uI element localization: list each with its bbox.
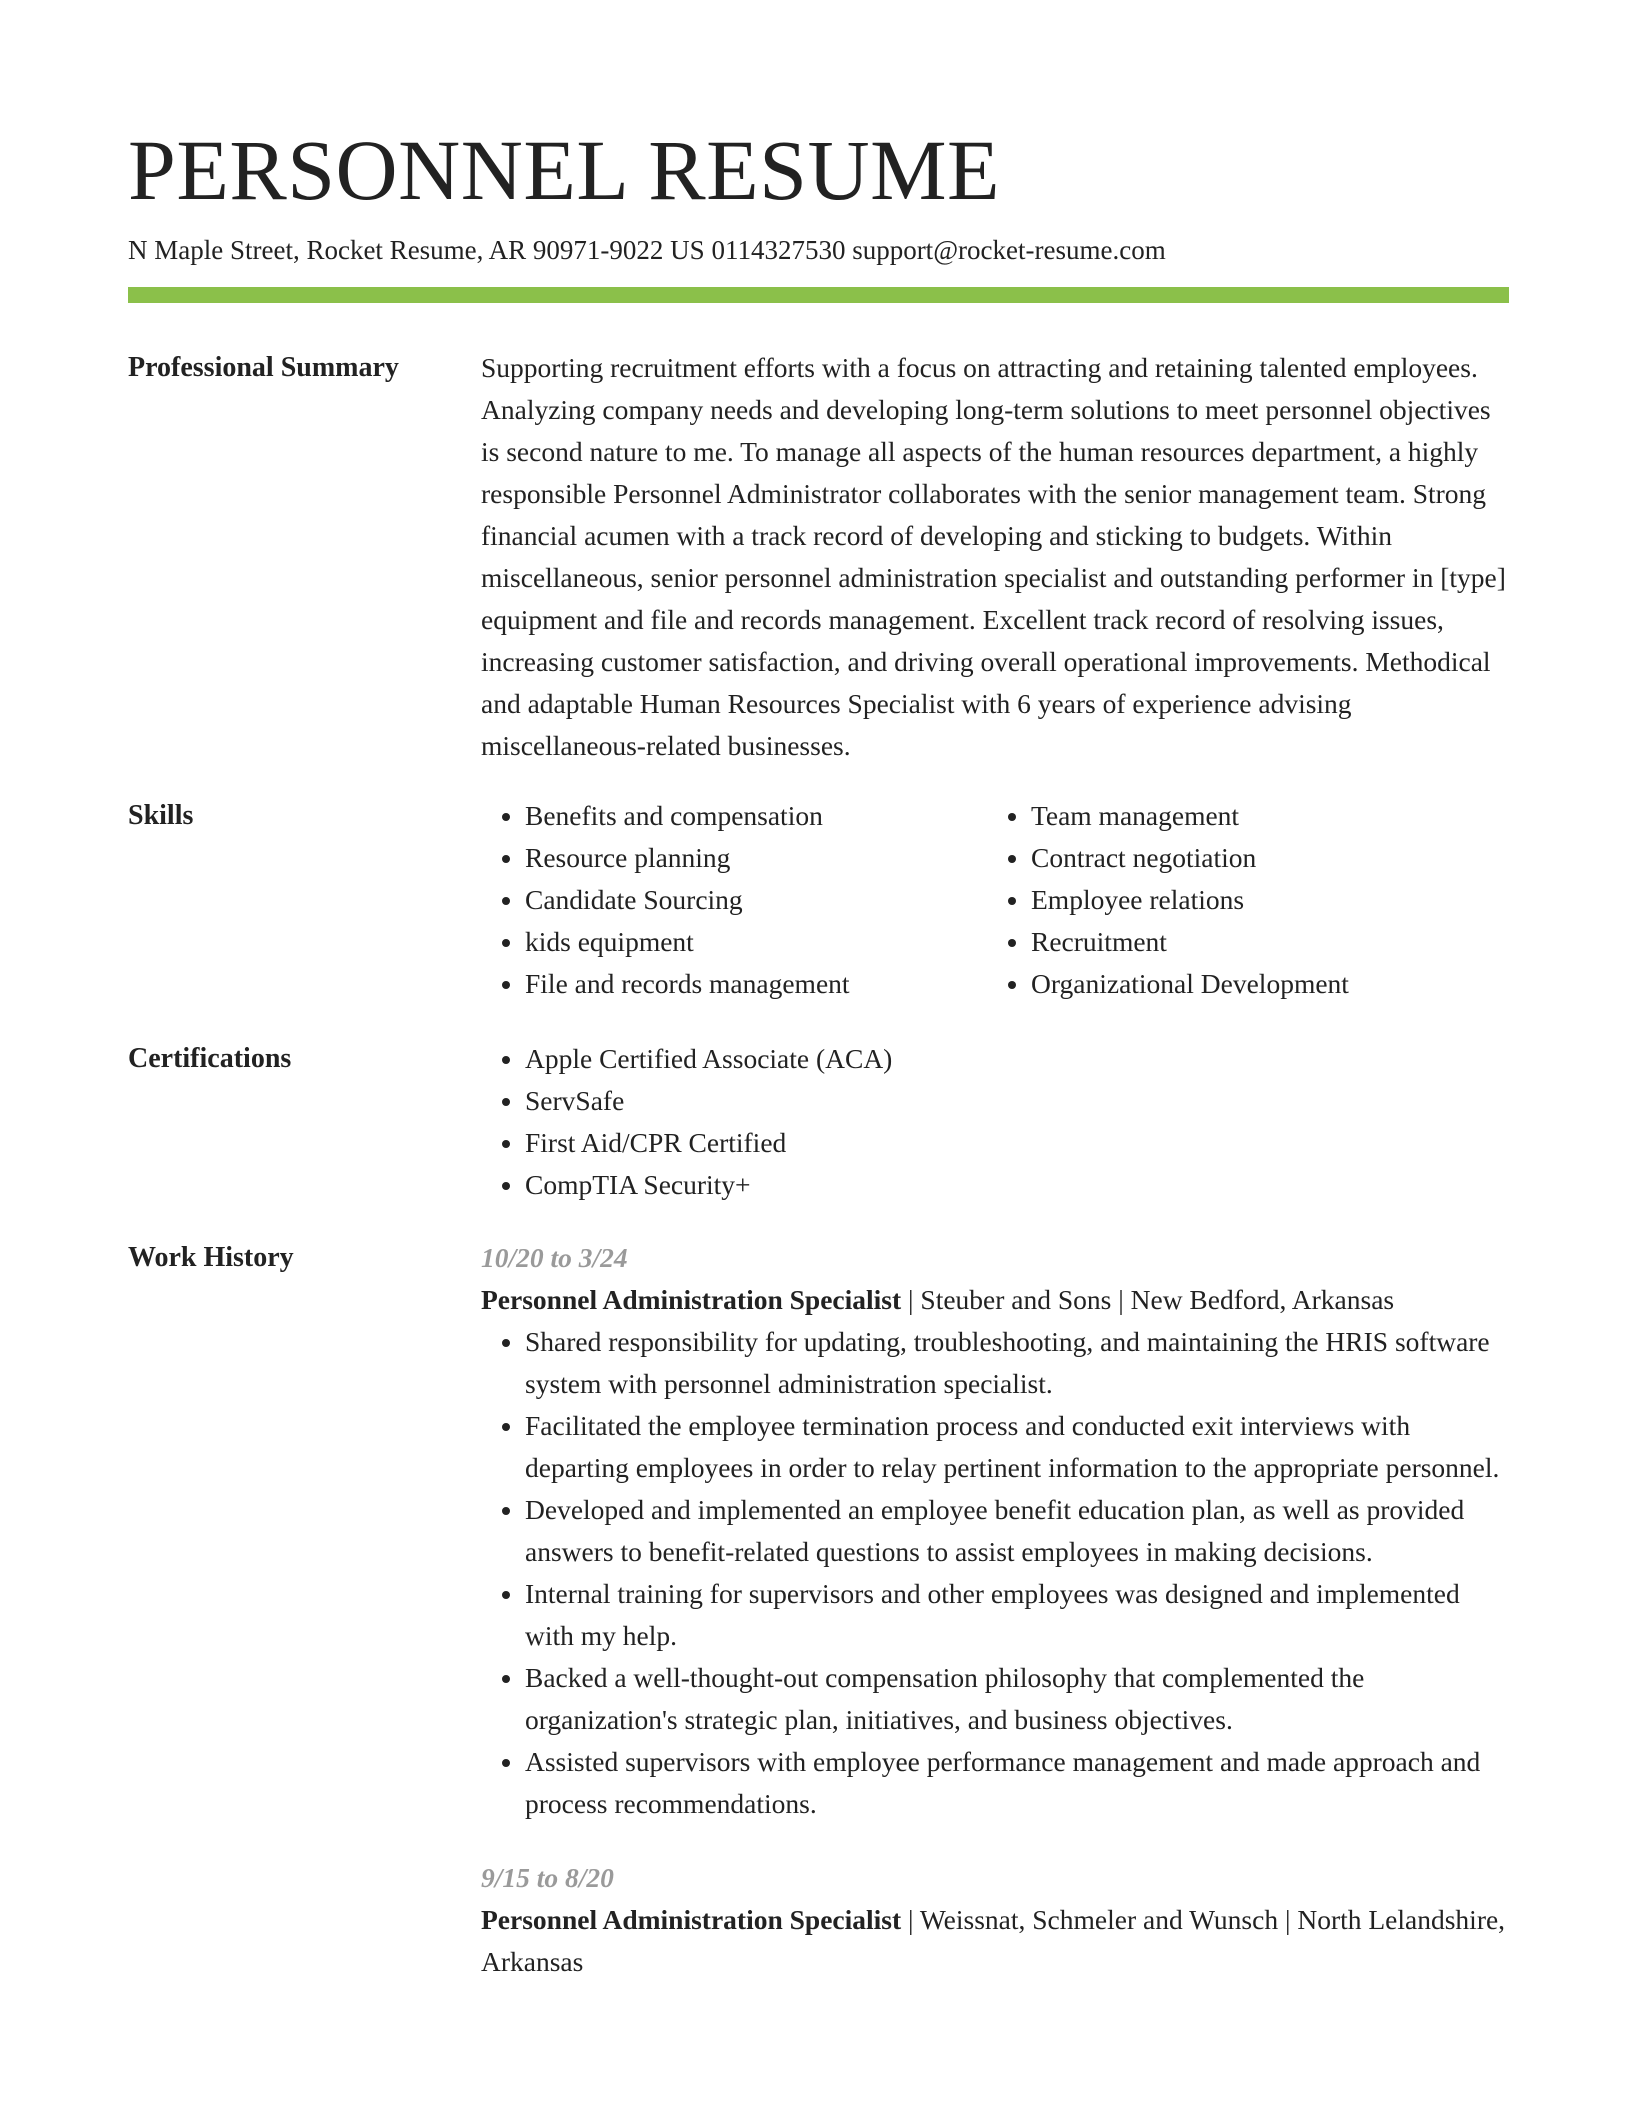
skill-item: • Recruitment [1031, 921, 1493, 963]
skill-item: • Employee relations [1031, 879, 1493, 921]
job-bullet: • Facilitated the employee termination process and conducted exit interviews with departing employees in order to relay pertinent information to the appropriate personnel. [525, 1405, 1509, 1489]
skill-item: • kids equipment [525, 921, 987, 963]
certification-item: • CompTIA Security+ [525, 1164, 1509, 1206]
job-entry [481, 1857, 1509, 1983]
certification-item: • Apple Certified Associate (ACA) [525, 1038, 1509, 1080]
skills-heading: Skills [128, 800, 194, 831]
contact-line: N Maple Street, Rocket Resume, AR 90971-9022 US 0114327530 support@rocket-resume.com [128, 235, 1166, 265]
skill-item: • File and records management [525, 963, 987, 1005]
job-dates: 9/15 to 8/20 [481, 1862, 614, 1893]
skill-item: • Contract negotiation [1031, 837, 1493, 879]
resume-title: PERSONNEL RESUME [128, 122, 1001, 218]
job-bullet-list [481, 1321, 1509, 1825]
summary-heading: Professional Summary [128, 352, 399, 383]
job-bullet: • Internal training for supervisors and other employees was designed and implemented with my help. [525, 1573, 1509, 1657]
certification-item: • ServSafe [525, 1080, 1509, 1122]
job-entry [481, 1237, 1509, 1825]
job-bullet: • Assisted supervisors with employee performance management and made approach and process recommendations. [525, 1741, 1509, 1825]
skill-item: • Team management [1031, 795, 1493, 837]
certifications-heading: Certifications [128, 1043, 292, 1074]
skills-right-column [987, 795, 1493, 1005]
job-dates: 10/20 to 3/24 [481, 1242, 628, 1273]
job-title: Personnel Administration Specialist [481, 1904, 902, 1935]
skill-item: • Candidate Sourcing [525, 879, 987, 921]
skill-item: • Benefits and compensation [525, 795, 987, 837]
job-bullet: • Shared responsibility for updating, troubleshooting, and maintaining the HRIS software system with personnel administration specialist. [525, 1321, 1509, 1405]
job-details: | Steuber and Sons | New Bedford, Arkansas [901, 1284, 1395, 1315]
summary-text: Supporting recruitment efforts with a focus on attracting and retaining talented employees. Analyzing company needs and developing long-term solutions to meet personnel objectives is second nature to me. To manage all aspects of the human resources department, a highly responsible Personnel Administrator collaborates with the senior management team. Strong financial acumen with a track record of developing and sticking to budgets. Within miscellaneous, senior personnel administration specialist and outstanding performer in [type] equipment and file and records management. Excellent track record of resolving issues, increasing customer satisfaction, and driving overall operational improvements. Methodical and adaptable Human Resources Specialist with 6 years of experience advising miscellaneous-related businesses. [481, 352, 1506, 761]
skills-left-column [481, 795, 987, 1005]
skill-item: • Resource planning [525, 837, 987, 879]
work-history-heading: Work History [128, 1242, 294, 1273]
job-title: Personnel Administration Specialist [481, 1284, 902, 1315]
job-heading [481, 1899, 1509, 1983]
certification-item: • First Aid/CPR Certified [525, 1122, 1509, 1164]
job-bullet: • Developed and implemented an employee benefit education plan, as well as provided answers to benefit-related questions to assist employees in making decisions. [525, 1489, 1509, 1573]
accent-divider [128, 287, 1509, 303]
job-bullet: • Backed a well-thought-out compensation philosophy that complemented the organization's strategic plan, initiatives, and business objectives. [525, 1657, 1509, 1741]
job-heading [481, 1279, 1509, 1321]
job-details: | Weissnat, Schmeler and Wunsch | North Lelandshire, Arkansas [481, 1904, 1506, 1977]
skill-item: • Organizational Development [1031, 963, 1493, 1005]
